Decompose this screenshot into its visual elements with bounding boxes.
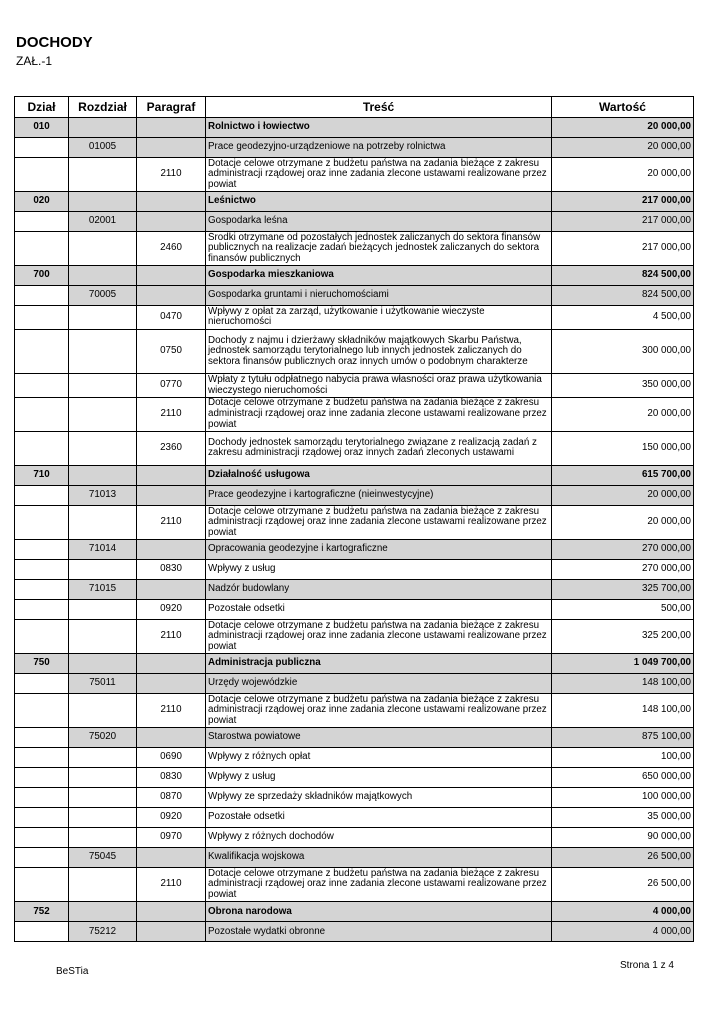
cell-wartosc: 300 000,00	[552, 329, 694, 374]
cell-tresc: Urzędy wojewódzkie	[206, 674, 552, 694]
cell-wartosc: 20 000,00	[552, 118, 694, 138]
cell-dzial: 700	[15, 266, 69, 286]
cell-paragraf: 0920	[137, 600, 206, 620]
table-row-paragraf	[15, 828, 694, 848]
cell-paragraf: 0770	[137, 374, 206, 397]
cell-tresc: Dochody z najmu i dzierżawy składników majątkowych Skarbu Państwa, jednostek samorządu terytorialnego lub innych jednostek zaliczanych do sektora finansów publicznych oraz innych umów o podobnym charakterze	[206, 329, 552, 374]
table-row-paragraf	[15, 768, 694, 788]
cell-paragraf	[137, 848, 206, 868]
cell-paragraf: 0470	[137, 306, 206, 329]
cell-wartosc: 4 000,00	[552, 902, 694, 922]
table-row-dzial	[15, 118, 694, 138]
cell-rozdzial	[69, 694, 137, 728]
cell-tresc: Nadzór budowlany	[206, 580, 552, 600]
cell-tresc: Starostwa powiatowe	[206, 728, 552, 748]
table-row-paragraf	[15, 600, 694, 620]
cell-paragraf	[137, 485, 206, 505]
cell-paragraf	[137, 118, 206, 138]
table-row-rozdzial	[15, 286, 694, 306]
cell-wartosc: 100,00	[552, 748, 694, 768]
cell-dzial	[15, 306, 69, 329]
table-row-paragraf	[15, 397, 694, 431]
table-row-paragraf	[15, 868, 694, 902]
cell-dzial	[15, 674, 69, 694]
table-body	[15, 118, 694, 942]
cell-tresc: Wpływy z opłat za zarząd, użytkowanie i użytkowanie wieczyste nieruchomości	[206, 306, 552, 329]
cell-dzial	[15, 212, 69, 232]
table-row-rozdzial	[15, 138, 694, 158]
cell-paragraf	[137, 286, 206, 306]
cell-tresc: Opracowania geodezyjne i kartograficzne	[206, 540, 552, 560]
cell-tresc: Dotacje celowe otrzymane z budżetu państwa na zadania bieżące z zakresu administracji rządowej oraz inne zadania zlecone ustawami realizowane przez powiat	[206, 397, 552, 431]
column-header-dzial: Dział	[15, 97, 69, 118]
footer-software-name: BeSTia	[56, 966, 89, 977]
table-row-paragraf	[15, 620, 694, 654]
income-table	[14, 96, 694, 942]
cell-paragraf: 0750	[137, 329, 206, 374]
cell-paragraf	[137, 674, 206, 694]
cell-rozdzial	[69, 600, 137, 620]
cell-rozdzial: 71014	[69, 540, 137, 560]
cell-rozdzial: 71013	[69, 485, 137, 505]
table-row-paragraf	[15, 748, 694, 768]
cell-wartosc: 824 500,00	[552, 266, 694, 286]
cell-wartosc: 217 000,00	[552, 192, 694, 212]
cell-wartosc: 26 500,00	[552, 848, 694, 868]
footer-page-number: Strona 1 z 4	[620, 960, 674, 971]
cell-wartosc: 875 100,00	[552, 728, 694, 748]
column-header-tresc: Treść	[206, 97, 552, 118]
cell-rozdzial	[69, 465, 137, 485]
cell-tresc: Wpływy z usług	[206, 768, 552, 788]
cell-dzial	[15, 694, 69, 728]
cell-rozdzial	[69, 768, 137, 788]
cell-rozdzial	[69, 560, 137, 580]
cell-dzial	[15, 728, 69, 748]
cell-paragraf: 2110	[137, 868, 206, 902]
cell-tresc: Wpływy z usług	[206, 560, 552, 580]
cell-wartosc: 4 500,00	[552, 306, 694, 329]
cell-paragraf: 0690	[137, 748, 206, 768]
cell-tresc: Pozostałe odsetki	[206, 600, 552, 620]
table-row-paragraf	[15, 232, 694, 266]
attachment-label: ZAŁ.-1	[16, 54, 53, 68]
cell-paragraf	[137, 138, 206, 158]
cell-rozdzial: 75020	[69, 728, 137, 748]
cell-tresc: Gospodarka leśna	[206, 212, 552, 232]
cell-wartosc: 150 000,00	[552, 431, 694, 465]
cell-rozdzial: 75212	[69, 922, 137, 942]
cell-rozdzial	[69, 620, 137, 654]
cell-paragraf	[137, 192, 206, 212]
cell-tresc: Pozostałe odsetki	[206, 808, 552, 828]
cell-tresc: Wpływy z różnych dochodów	[206, 828, 552, 848]
table-row-rozdzial	[15, 922, 694, 942]
cell-paragraf: 0920	[137, 808, 206, 828]
cell-rozdzial: 02001	[69, 212, 137, 232]
cell-rozdzial	[69, 266, 137, 286]
cell-dzial	[15, 600, 69, 620]
cell-rozdzial: 75011	[69, 674, 137, 694]
cell-tresc: Prace geodezyjno-urządzeniowe na potrzeby rolnictwa	[206, 138, 552, 158]
cell-paragraf	[137, 922, 206, 942]
cell-tresc: Gospodarka mieszkaniowa	[206, 266, 552, 286]
cell-rozdzial: 75045	[69, 848, 137, 868]
cell-rozdzial	[69, 232, 137, 266]
table-row-paragraf	[15, 788, 694, 808]
cell-dzial	[15, 431, 69, 465]
cell-paragraf	[137, 266, 206, 286]
table-row-paragraf	[15, 808, 694, 828]
cell-dzial	[15, 158, 69, 192]
cell-tresc: Gospodarka gruntami i nieruchomościami	[206, 286, 552, 306]
cell-tresc: Leśnictwo	[206, 192, 552, 212]
table-row-paragraf	[15, 329, 694, 374]
cell-dzial	[15, 505, 69, 539]
cell-paragraf: 0830	[137, 560, 206, 580]
cell-wartosc: 20 000,00	[552, 485, 694, 505]
cell-dzial	[15, 848, 69, 868]
cell-rozdzial: 01005	[69, 138, 137, 158]
cell-rozdzial	[69, 654, 137, 674]
cell-wartosc: 500,00	[552, 600, 694, 620]
table-row-rozdzial	[15, 485, 694, 505]
table-row-rozdzial	[15, 540, 694, 560]
cell-tresc: Dotacje celowe otrzymane z budżetu państwa na zadania bieżące z zakresu administracji rządowej oraz inne zadania zlecone ustawami realizowane przez powiat	[206, 868, 552, 902]
cell-tresc: Wpływy ze sprzedaży składników majątkowych	[206, 788, 552, 808]
cell-tresc: Dochody jednostek samorządu terytorialnego związane z realizacją zadań z zakresu administracji rządowej oraz innych zadań zleconych ustawami	[206, 431, 552, 465]
cell-tresc: Kwalifikacja wojskowa	[206, 848, 552, 868]
cell-tresc: Pozostałe wydatki obronne	[206, 922, 552, 942]
cell-paragraf	[137, 212, 206, 232]
table-row-paragraf	[15, 560, 694, 580]
cell-wartosc: 350 000,00	[552, 374, 694, 397]
cell-paragraf: 2110	[137, 397, 206, 431]
table-row-paragraf	[15, 505, 694, 539]
cell-dzial	[15, 138, 69, 158]
cell-dzial: 752	[15, 902, 69, 922]
cell-dzial	[15, 580, 69, 600]
cell-wartosc: 217 000,00	[552, 212, 694, 232]
cell-wartosc: 325 200,00	[552, 620, 694, 654]
cell-rozdzial: 71015	[69, 580, 137, 600]
table-row-dzial	[15, 902, 694, 922]
table-row-dzial	[15, 465, 694, 485]
cell-paragraf	[137, 465, 206, 485]
table-row-paragraf	[15, 694, 694, 728]
cell-dzial: 750	[15, 654, 69, 674]
table-row-paragraf	[15, 306, 694, 329]
cell-wartosc: 4 000,00	[552, 922, 694, 942]
column-header-rozdzial: Rozdział	[69, 97, 137, 118]
cell-wartosc: 148 100,00	[552, 674, 694, 694]
table-row-rozdzial	[15, 212, 694, 232]
cell-rozdzial	[69, 118, 137, 138]
cell-paragraf	[137, 902, 206, 922]
cell-rozdzial	[69, 505, 137, 539]
table-row-rozdzial	[15, 848, 694, 868]
cell-paragraf: 0830	[137, 768, 206, 788]
cell-dzial	[15, 768, 69, 788]
table-row-paragraf	[15, 374, 694, 397]
cell-rozdzial	[69, 329, 137, 374]
cell-rozdzial	[69, 828, 137, 848]
cell-tresc: Dotacje celowe otrzymane z budżetu państwa na zadania bieżące z zakresu administracji rządowej oraz inne zadania zlecone ustawami realizowane przez powiat	[206, 158, 552, 192]
cell-paragraf: 2460	[137, 232, 206, 266]
cell-dzial	[15, 868, 69, 902]
cell-wartosc: 90 000,00	[552, 828, 694, 848]
cell-dzial	[15, 748, 69, 768]
cell-dzial	[15, 374, 69, 397]
column-header-paragraf: Paragraf	[137, 97, 206, 118]
cell-rozdzial	[69, 192, 137, 212]
cell-paragraf	[137, 728, 206, 748]
cell-dzial	[15, 540, 69, 560]
cell-paragraf	[137, 654, 206, 674]
cell-paragraf: 0870	[137, 788, 206, 808]
cell-paragraf	[137, 540, 206, 560]
cell-dzial	[15, 808, 69, 828]
cell-tresc: Prace geodezyjne i kartograficzne (nieinwestycyjne)	[206, 485, 552, 505]
cell-rozdzial	[69, 306, 137, 329]
cell-rozdzial	[69, 374, 137, 397]
cell-paragraf: 2110	[137, 158, 206, 192]
cell-dzial	[15, 397, 69, 431]
cell-tresc: Obrona narodowa	[206, 902, 552, 922]
cell-paragraf: 2360	[137, 431, 206, 465]
cell-wartosc: 270 000,00	[552, 540, 694, 560]
cell-tresc: Administracja publiczna	[206, 654, 552, 674]
cell-tresc: Środki otrzymane od pozostałych jednostek zaliczanych do sektora finansów publicznych na realizacje zadań bieżących jednostek zaliczanych do sektora finansów publicznych	[206, 232, 552, 266]
cell-wartosc: 26 500,00	[552, 868, 694, 902]
cell-dzial	[15, 828, 69, 848]
cell-tresc: Działalność usługowa	[206, 465, 552, 485]
table-row-rozdzial	[15, 580, 694, 600]
cell-rozdzial	[69, 748, 137, 768]
cell-paragraf: 2110	[137, 620, 206, 654]
column-header-wartosc: Wartość	[552, 97, 694, 118]
cell-wartosc: 615 700,00	[552, 465, 694, 485]
cell-paragraf: 0970	[137, 828, 206, 848]
cell-wartosc: 148 100,00	[552, 694, 694, 728]
cell-wartosc: 20 000,00	[552, 397, 694, 431]
cell-dzial	[15, 560, 69, 580]
cell-rozdzial	[69, 431, 137, 465]
table-row-dzial	[15, 192, 694, 212]
table-row-rozdzial	[15, 674, 694, 694]
cell-tresc: Wpłaty z tytułu odpłatnego nabycia prawa własności oraz prawa użytkowania wieczystego nieruchomości	[206, 374, 552, 397]
cell-wartosc: 20 000,00	[552, 158, 694, 192]
cell-rozdzial	[69, 788, 137, 808]
cell-wartosc: 1 049 700,00	[552, 654, 694, 674]
table-row-paragraf	[15, 158, 694, 192]
cell-wartosc: 20 000,00	[552, 505, 694, 539]
cell-wartosc: 650 000,00	[552, 768, 694, 788]
cell-rozdzial	[69, 397, 137, 431]
cell-wartosc: 217 000,00	[552, 232, 694, 266]
cell-paragraf: 2110	[137, 694, 206, 728]
table-row-paragraf	[15, 431, 694, 465]
cell-tresc: Dotacje celowe otrzymane z budżetu państwa na zadania bieżące z zakresu administracji rządowej oraz inne zadania zlecone ustawami realizowane przez powiat	[206, 505, 552, 539]
cell-dzial: 020	[15, 192, 69, 212]
cell-dzial	[15, 286, 69, 306]
cell-rozdzial	[69, 868, 137, 902]
cell-rozdzial	[69, 808, 137, 828]
cell-tresc: Wpływy z różnych opłat	[206, 748, 552, 768]
cell-dzial	[15, 788, 69, 808]
table-row-dzial	[15, 654, 694, 674]
cell-dzial	[15, 922, 69, 942]
cell-dzial	[15, 620, 69, 654]
cell-wartosc: 325 700,00	[552, 580, 694, 600]
cell-rozdzial	[69, 158, 137, 192]
cell-dzial	[15, 329, 69, 374]
table-row-dzial	[15, 266, 694, 286]
cell-wartosc: 270 000,00	[552, 560, 694, 580]
cell-wartosc: 35 000,00	[552, 808, 694, 828]
cell-dzial	[15, 485, 69, 505]
cell-wartosc: 100 000,00	[552, 788, 694, 808]
table-header-row	[15, 97, 694, 118]
cell-wartosc: 824 500,00	[552, 286, 694, 306]
cell-wartosc: 20 000,00	[552, 138, 694, 158]
table-row-rozdzial	[15, 728, 694, 748]
cell-dzial: 710	[15, 465, 69, 485]
cell-paragraf: 2110	[137, 505, 206, 539]
cell-tresc: Dotacje celowe otrzymane z budżetu państwa na zadania bieżące z zakresu administracji rządowej oraz inne zadania zlecone ustawami realizowane przez powiat	[206, 694, 552, 728]
cell-tresc: Dotacje celowe otrzymane z budżetu państwa na zadania bieżące z zakresu administracji rządowej oraz inne zadania zlecone ustawami realizowane przez powiat	[206, 620, 552, 654]
cell-dzial	[15, 232, 69, 266]
cell-rozdzial: 70005	[69, 286, 137, 306]
page-title: DOCHODY	[16, 34, 93, 51]
cell-dzial: 010	[15, 118, 69, 138]
cell-paragraf	[137, 580, 206, 600]
cell-rozdzial	[69, 902, 137, 922]
cell-tresc: Rolnictwo i łowiectwo	[206, 118, 552, 138]
